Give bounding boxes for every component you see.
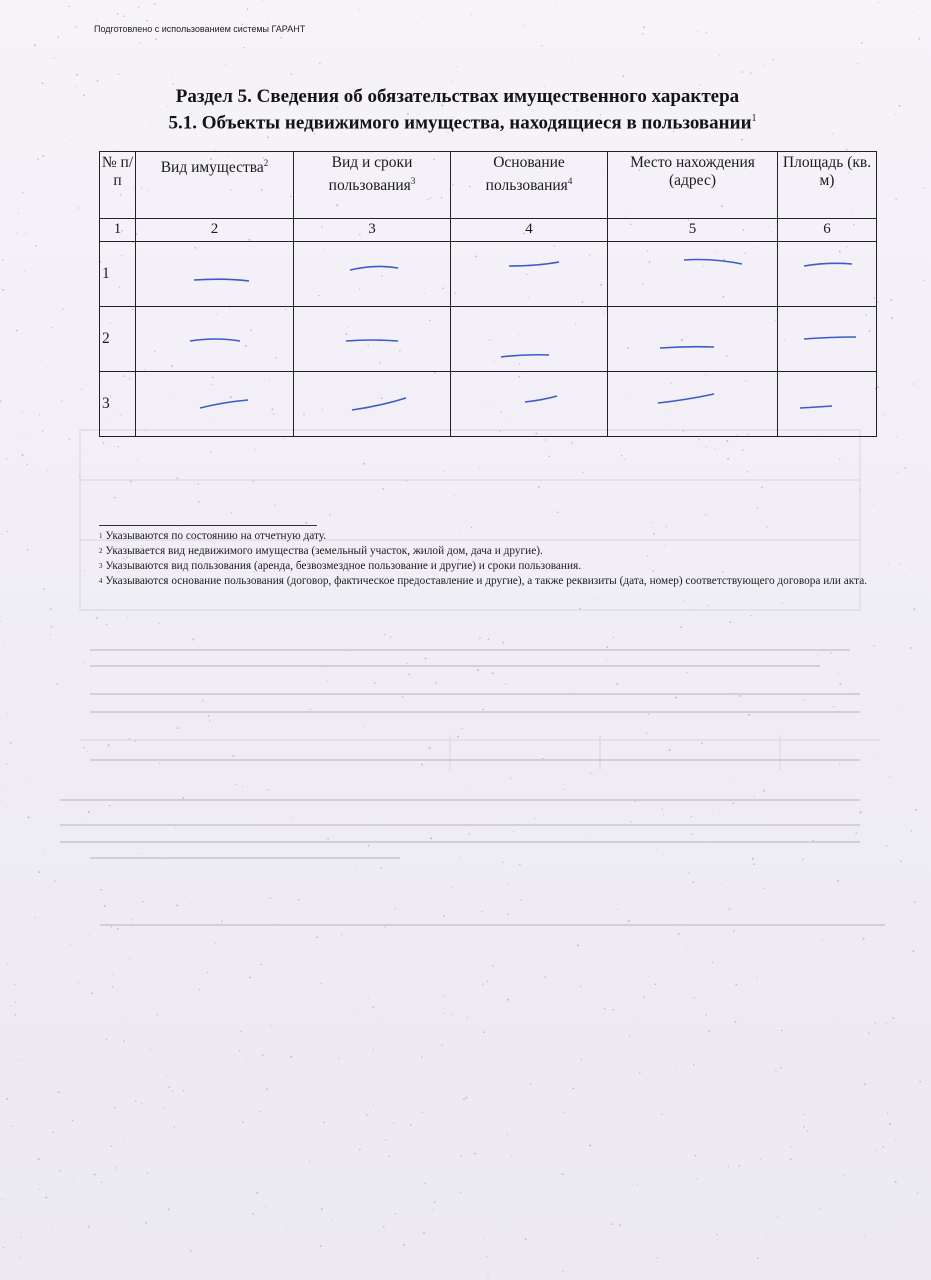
- table-cell: [294, 242, 451, 307]
- column-index-row: [100, 219, 877, 242]
- row-number: 1: [100, 242, 136, 307]
- col-header-basis: Основание пользования$^4$: [451, 152, 608, 219]
- col-index: 4: [451, 219, 608, 242]
- table-cell: [778, 372, 877, 437]
- table-cell: [294, 307, 451, 372]
- handwritten-dash-mark: [136, 242, 293, 306]
- table-cell: [451, 307, 608, 372]
- table-row: [100, 242, 877, 307]
- handwritten-dash-mark: [608, 372, 777, 436]
- footnote-separator: [99, 525, 317, 526]
- real-estate-table: [99, 151, 877, 437]
- row-number: 2: [100, 307, 136, 372]
- col-index: 5: [608, 219, 778, 242]
- handwritten-dash-mark: [451, 242, 607, 306]
- table-cell: [451, 242, 608, 307]
- handwritten-dash-mark: [294, 242, 450, 306]
- col-index: 6: [778, 219, 877, 242]
- col-index: 1: [100, 219, 136, 242]
- table-header-row: [100, 152, 877, 219]
- table-cell: [136, 372, 294, 437]
- footnote-4: $^4$ Указываются основание пользования (договор, фактическое предоставление и другие), а также реквизиты (дата, номер) соответствующего договора или акта.: [99, 575, 868, 587]
- handwritten-dash-mark: [294, 372, 450, 436]
- col-index: 2: [136, 219, 294, 242]
- table-row: [100, 307, 877, 372]
- handwritten-dash-mark: [294, 307, 450, 371]
- table-row: [100, 372, 877, 437]
- handwritten-dash-mark: [778, 372, 876, 436]
- handwritten-dash-mark: [451, 372, 607, 436]
- table-cell: [778, 242, 877, 307]
- table-cell: [608, 242, 778, 307]
- handwritten-dash-mark: [608, 242, 777, 306]
- col-header-use-type: Вид и сроки пользования$^3$: [294, 152, 451, 219]
- handwritten-dash-mark: [778, 242, 876, 306]
- handwritten-dash-mark: [608, 307, 777, 371]
- col-index: 3: [294, 219, 451, 242]
- footnote-2: $^2$ Указывается вид недвижимого имущества (земельный участок, жилой дом, дача и другие).: [99, 545, 543, 557]
- col-header-location: Место нахождения (адрес): [608, 152, 778, 219]
- col-header-property-type: Вид имущества$^2$: [136, 152, 294, 219]
- table-cell: [608, 307, 778, 372]
- table-cell: [451, 372, 608, 437]
- section-title: Раздел 5. Сведения об обязательствах имущественного характера: [175, 86, 740, 107]
- row-number: 3: [100, 372, 136, 437]
- subsection-title: 5.1. Объекты недвижимого имущества, находящиеся в пользовании$^1$: [168, 112, 757, 134]
- handwritten-dash-mark: [136, 307, 293, 371]
- table-cell: [778, 307, 877, 372]
- table-cell: [136, 242, 294, 307]
- footnotes: [99, 529, 876, 589]
- footnote-3: $^3$ Указываются вид пользования (аренда, безвозмездное пользование и другие) и сроки пользования.: [99, 560, 582, 572]
- handwritten-dash-mark: [451, 307, 607, 371]
- col-header-number: № п/п: [100, 152, 136, 219]
- footnote-1: $^1$ Указываются по состоянию на отчетную дату.: [99, 530, 327, 542]
- col-header-area: Площадь (кв. м): [778, 152, 877, 219]
- table-cell: [294, 372, 451, 437]
- header-garant: Подготовлено с использованием системы ГАРАНТ: [94, 24, 306, 34]
- handwritten-dash-mark: [778, 307, 876, 371]
- table-cell: [608, 372, 778, 437]
- table-cell: [136, 307, 294, 372]
- handwritten-dash-mark: [136, 372, 293, 436]
